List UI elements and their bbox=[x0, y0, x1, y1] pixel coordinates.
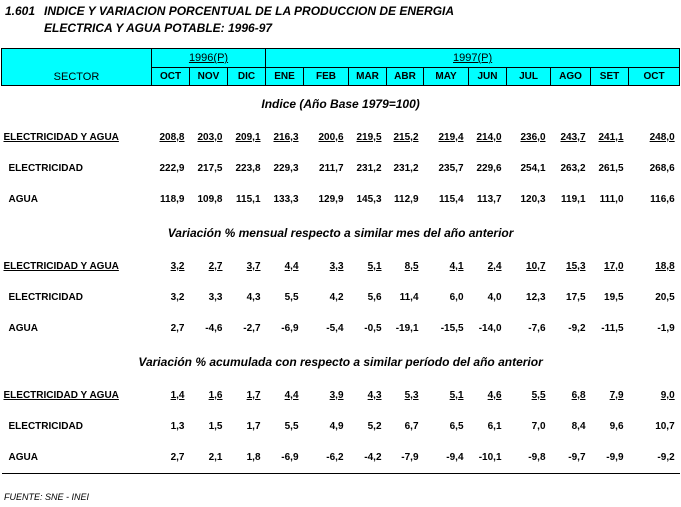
month-header: JUL bbox=[507, 68, 551, 86]
value-cell: 236,0 bbox=[520, 132, 546, 143]
value-cell: 8,4 bbox=[571, 421, 586, 432]
row-label: ELECTRICIDAD bbox=[8, 421, 83, 432]
source-note: FUENTE: SNE - INEI bbox=[4, 492, 90, 502]
value-cell: 3,3 bbox=[208, 292, 223, 303]
row-label: ELECTRICIDAD Y AGUA bbox=[3, 390, 119, 401]
value-cell: -6,2 bbox=[304, 442, 349, 474]
value-cell: -1,9 bbox=[657, 323, 675, 334]
value-cell: 241,1 bbox=[598, 132, 624, 143]
value-cell: 1,4 bbox=[170, 390, 185, 401]
value-cell: 4,4 bbox=[284, 390, 299, 401]
value-cell: 129,9 bbox=[318, 194, 344, 205]
value-cell: 243,7 bbox=[560, 132, 586, 143]
table-row bbox=[2, 313, 680, 344]
value-cell: 8,5 bbox=[404, 261, 419, 272]
value-cell: 4,4 bbox=[284, 261, 299, 272]
table-title bbox=[5, 3, 454, 37]
table-row bbox=[2, 442, 680, 474]
value-cell: 10,7 bbox=[655, 421, 675, 432]
section-title: Variación % acumulada con respecto a similar período del año anterior bbox=[138, 355, 543, 369]
row-label: ELECTRICIDAD bbox=[8, 163, 83, 174]
value-cell: -9,7 bbox=[551, 442, 591, 474]
value-cell: -4,6 bbox=[205, 323, 223, 334]
value-cell: 219,4 bbox=[438, 132, 464, 143]
value-cell: 231,2 bbox=[356, 163, 382, 174]
year-1997-header: 1997(P) bbox=[266, 49, 680, 68]
value-cell: 229,6 bbox=[476, 163, 502, 174]
value-cell: 115,1 bbox=[236, 194, 261, 205]
value-cell: -10,1 bbox=[469, 442, 507, 474]
value-cell: 10,7 bbox=[526, 261, 546, 272]
month-header: JUN bbox=[469, 68, 507, 86]
value-cell: -5,4 bbox=[326, 323, 344, 334]
title-text-1: INDICE Y VARIACION PORCENTUAL DE LA PRODUCCION DE ENERGIA bbox=[44, 4, 455, 18]
value-cell: 4,1 bbox=[449, 261, 464, 272]
value-cell: -9,2 bbox=[568, 323, 586, 334]
value-cell: 215,2 bbox=[393, 132, 419, 143]
value-cell: 120,3 bbox=[520, 194, 546, 205]
table-row bbox=[2, 251, 680, 282]
title-line-1 bbox=[5, 3, 454, 20]
value-cell: 231,2 bbox=[393, 163, 419, 174]
value-cell: 133,3 bbox=[273, 194, 299, 205]
value-cell: 263,2 bbox=[560, 163, 586, 174]
value-cell: 4,9 bbox=[329, 421, 344, 432]
value-cell: 6,7 bbox=[404, 421, 419, 432]
value-cell: -4,2 bbox=[349, 442, 387, 474]
month-header: FEB bbox=[304, 68, 349, 86]
value-cell: -9,4 bbox=[424, 442, 469, 474]
value-cell: 145,3 bbox=[356, 194, 382, 205]
section-title: Variación % mensual respecto a similar mes del año anterior bbox=[167, 226, 514, 240]
value-cell: 115,4 bbox=[439, 194, 464, 205]
value-cell: 2,7 bbox=[152, 442, 190, 474]
value-cell: 15,3 bbox=[566, 261, 586, 272]
value-cell: 214,0 bbox=[476, 132, 502, 143]
value-cell: -9,8 bbox=[507, 442, 551, 474]
value-cell: -19,1 bbox=[395, 323, 419, 334]
value-cell: 9,6 bbox=[609, 421, 624, 432]
value-cell: 3,7 bbox=[246, 261, 261, 272]
value-cell: 5,5 bbox=[284, 292, 299, 303]
table-row bbox=[2, 282, 680, 313]
month-header: MAY bbox=[424, 68, 469, 86]
value-cell: 261,5 bbox=[598, 163, 624, 174]
value-cell: -11,5 bbox=[601, 323, 624, 334]
table-row bbox=[2, 411, 680, 442]
value-cell: 4,3 bbox=[367, 390, 382, 401]
value-cell: 209,1 bbox=[235, 132, 261, 143]
row-label: AGUA bbox=[8, 323, 38, 334]
value-cell: 200,6 bbox=[318, 132, 344, 143]
value-cell: -15,5 bbox=[440, 323, 464, 334]
value-cell: -14,0 bbox=[478, 323, 502, 334]
value-cell: 6,0 bbox=[449, 292, 464, 303]
value-cell: 9,0 bbox=[660, 390, 675, 401]
value-cell: 208,8 bbox=[159, 132, 185, 143]
value-cell: 18,8 bbox=[655, 261, 675, 272]
value-cell: -9,9 bbox=[591, 442, 629, 474]
value-cell: -7,6 bbox=[528, 323, 546, 334]
row-label: ELECTRICIDAD bbox=[8, 292, 83, 303]
table-row bbox=[2, 184, 680, 215]
value-cell: 11,4 bbox=[399, 292, 419, 303]
value-cell: -0,5 bbox=[364, 323, 382, 334]
table-row bbox=[2, 122, 680, 153]
header-year-row bbox=[2, 49, 680, 68]
value-cell: 109,8 bbox=[197, 194, 223, 205]
month-header: MAR bbox=[349, 68, 387, 86]
section-title-row bbox=[2, 86, 680, 123]
value-cell: 19,5 bbox=[604, 292, 624, 303]
value-cell: -6,9 bbox=[281, 323, 299, 334]
value-cell: 222,9 bbox=[159, 163, 185, 174]
value-cell: 1,6 bbox=[208, 390, 223, 401]
section-title-row bbox=[2, 344, 680, 380]
value-cell: 219,5 bbox=[356, 132, 382, 143]
month-header: ABR bbox=[387, 68, 424, 86]
value-cell: 248,0 bbox=[649, 132, 675, 143]
value-cell: 2,7 bbox=[208, 261, 223, 272]
value-cell: 5,5 bbox=[531, 390, 546, 401]
table-row bbox=[2, 153, 680, 184]
value-cell: 1,5 bbox=[208, 421, 223, 432]
value-cell: -6,9 bbox=[266, 442, 304, 474]
value-cell: 2,1 bbox=[190, 442, 228, 474]
value-cell: 5,3 bbox=[404, 390, 419, 401]
value-cell: 268,6 bbox=[649, 163, 675, 174]
value-cell: 1,3 bbox=[170, 421, 185, 432]
value-cell: 223,8 bbox=[235, 163, 261, 174]
value-cell: -2,7 bbox=[243, 323, 261, 334]
row-label: AGUA bbox=[2, 442, 152, 474]
value-cell: 113,7 bbox=[477, 194, 502, 205]
value-cell: 17,5 bbox=[566, 292, 586, 303]
value-cell: 5,5 bbox=[284, 421, 299, 432]
value-cell: 203,0 bbox=[197, 132, 223, 143]
value-cell: 211,7 bbox=[319, 163, 344, 174]
row-label: AGUA bbox=[8, 194, 38, 205]
table-row bbox=[2, 380, 680, 411]
value-cell: 216,3 bbox=[273, 132, 299, 143]
row-label: ELECTRICIDAD Y AGUA bbox=[3, 132, 119, 143]
sector-header: SECTOR bbox=[2, 49, 152, 86]
value-cell: 119,1 bbox=[561, 194, 586, 205]
energy-water-table bbox=[1, 48, 680, 474]
value-cell: -7,9 bbox=[387, 442, 424, 474]
value-cell: 6,5 bbox=[449, 421, 464, 432]
month-header: AGO bbox=[551, 68, 591, 86]
value-cell: 3,2 bbox=[170, 292, 185, 303]
value-cell: 7,9 bbox=[609, 390, 624, 401]
value-cell: -9,2 bbox=[629, 442, 680, 474]
value-cell: 2,7 bbox=[170, 323, 185, 334]
value-cell: 5,1 bbox=[449, 390, 464, 401]
value-cell: 116,6 bbox=[650, 194, 675, 205]
section-title: Indice (Año Base 1979=100) bbox=[261, 97, 420, 111]
value-cell: 1,8 bbox=[228, 442, 266, 474]
value-cell: 2,4 bbox=[487, 261, 502, 272]
value-cell: 217,5 bbox=[197, 163, 223, 174]
value-cell: 7,0 bbox=[531, 421, 546, 432]
value-cell: 5,6 bbox=[367, 292, 382, 303]
value-cell: 112,9 bbox=[394, 194, 419, 205]
value-cell: 4,2 bbox=[329, 292, 344, 303]
value-cell: 235,7 bbox=[438, 163, 464, 174]
value-cell: 111,0 bbox=[599, 194, 624, 205]
month-header: OCT bbox=[629, 68, 680, 86]
month-header: OCT bbox=[152, 68, 190, 86]
month-header: DIC bbox=[228, 68, 266, 86]
value-cell: 5,2 bbox=[367, 421, 382, 432]
month-header: NOV bbox=[190, 68, 228, 86]
value-cell: 4,3 bbox=[246, 292, 261, 303]
value-cell: 3,3 bbox=[329, 261, 344, 272]
month-header: SET bbox=[591, 68, 629, 86]
value-cell: 6,8 bbox=[571, 390, 586, 401]
value-cell: 12,3 bbox=[526, 292, 546, 303]
year-1996-header: 1996(P) bbox=[152, 49, 266, 68]
month-header: ENE bbox=[266, 68, 304, 86]
table-number: 1.601 bbox=[5, 4, 36, 18]
value-cell: 4,0 bbox=[487, 292, 502, 303]
value-cell: 1,7 bbox=[246, 421, 261, 432]
value-cell: 118,9 bbox=[160, 194, 185, 205]
value-cell: 20,5 bbox=[655, 292, 675, 303]
value-cell: 3,9 bbox=[329, 390, 344, 401]
value-cell: 17,0 bbox=[604, 261, 624, 272]
value-cell: 5,1 bbox=[367, 261, 382, 272]
value-cell: 3,2 bbox=[170, 261, 185, 272]
value-cell: 4,6 bbox=[487, 390, 502, 401]
value-cell: 229,3 bbox=[273, 163, 299, 174]
value-cell: 1,7 bbox=[246, 390, 261, 401]
section-title-row bbox=[2, 215, 680, 251]
title-line-2: ELECTRICA Y AGUA POTABLE: 1996-97 bbox=[44, 21, 273, 35]
value-cell: 6,1 bbox=[487, 421, 502, 432]
table-body bbox=[2, 86, 680, 474]
row-label: ELECTRICIDAD Y AGUA bbox=[3, 261, 119, 272]
value-cell: 254,1 bbox=[520, 163, 546, 174]
